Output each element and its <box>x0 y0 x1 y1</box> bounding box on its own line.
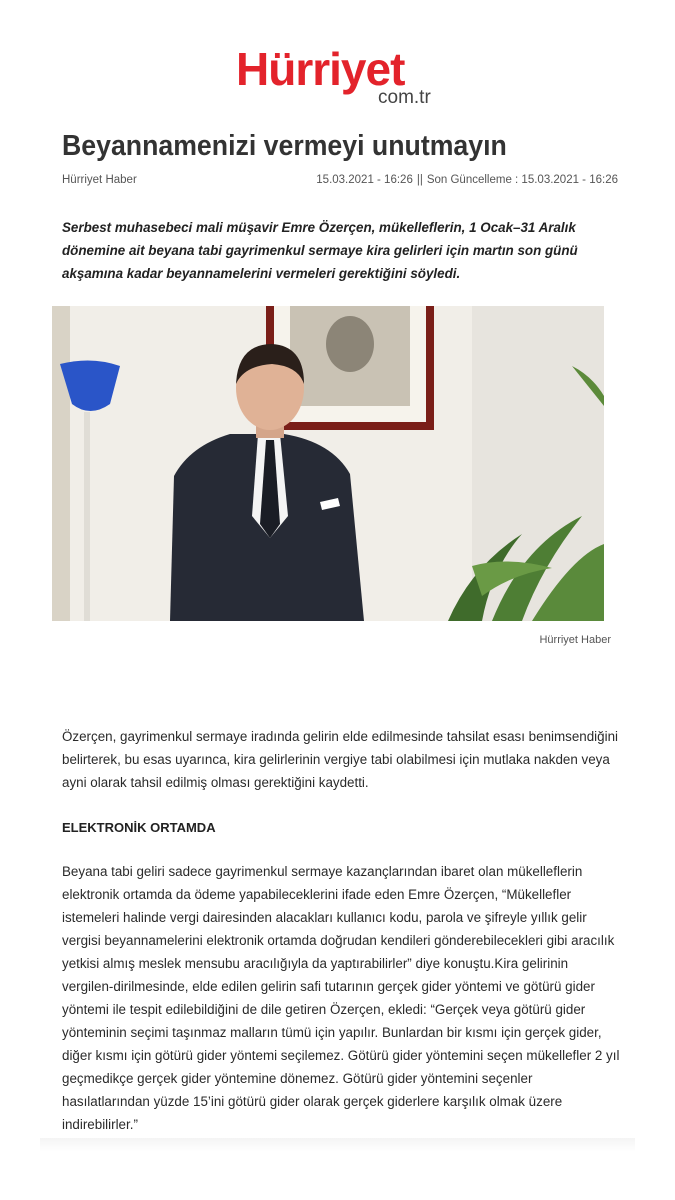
date-separator: || <box>416 174 423 186</box>
image-caption: Hürriyet Haber <box>539 634 611 646</box>
page-bottom-divider <box>40 1138 635 1152</box>
portrait-illustration <box>52 306 604 621</box>
masthead <box>0 44 675 110</box>
updated-date: Son Güncelleme : 15.03.2021 - 16:26 <box>426 174 618 186</box>
article-paragraph: Beyana tabi geliri sadece gayrimenkul sermaye kazançlarından ibaret olan mükelleflerin elektronik ortamda da ödeme yapabileceklerini ifade eden Emre Özerçen, “Mükellefler istemeleri halinde vergi dairesinden alacakları kullanıcı kodu, parola ve şifreyle yıllık gelir vergisi beyannamelerini elektronik ortamda doğrudan kendileri gönderebilecekleri gibi aracılık yetkisi almış meslek mensubu aracılığıyla da yaptırabilirler” diye konuştu.Kira gelirinin vergilen-dirilmesinde, elde edilen gelirin safi tutarının gerçek gider yöntemi ve götürü gider yöntemi ile tespit edilebildiğini de dile getiren Özerçen, ekledi: “Gerçek veya götürü gider yönteminin seçimi taşınmaz malların tümü için yapılır. Bunlardan bir kısmı için gerçek gider, diğer kısmı için götürü gider yöntemi seçilemez. Götürü gider yöntemini seçen mükellefler 2 yıl geçmedikçe gerçek gider yöntemine dönemez. Götürü gider yöntemini seçenler hasılatlarından yüzde 15’ini götürü gider olarak gerçek giderlere karşılık olmak üzere indirebilirler.” <box>62 864 620 1132</box>
article-lead: Serbest muhasebeci mali müşavir Emre Özerçen, mükelleflerin, 1 Ocak–31 Aralık dönemine ait beyana tabi gayrimenkul sermaye kira gelirleri için martın son günü akşamına kadar beyannamelerini vermeleri gerektiğini söyledi. <box>62 220 578 281</box>
article-meta <box>62 174 618 190</box>
article-dates <box>316 174 618 186</box>
article-photo <box>52 306 604 621</box>
article-title: Beyannamenizi vermeyi unutmayın <box>62 130 507 162</box>
article-source[interactable]: Hürriyet Haber <box>62 174 137 186</box>
brand-domain: com.tr <box>378 87 431 108</box>
brand-logo[interactable]: Hürriyet <box>236 43 405 95</box>
article-paragraph: Özerçen, gayrimenkul sermaye iradında gelirin elde edilmesinde tahsilat esası benimsendiğini belirterek, bu esas uyarınca, kira gelirlerinin vergiye tabi olabilmesi için mutlaka nakden veya ayni olarak tahsil edilmiş olması gerektiğini kaydetti. <box>62 729 618 790</box>
article-subheading: ELEKTRONİK ORTAMDA <box>62 820 216 835</box>
publish-date: 15.03.2021 - 16:26 <box>316 174 413 186</box>
